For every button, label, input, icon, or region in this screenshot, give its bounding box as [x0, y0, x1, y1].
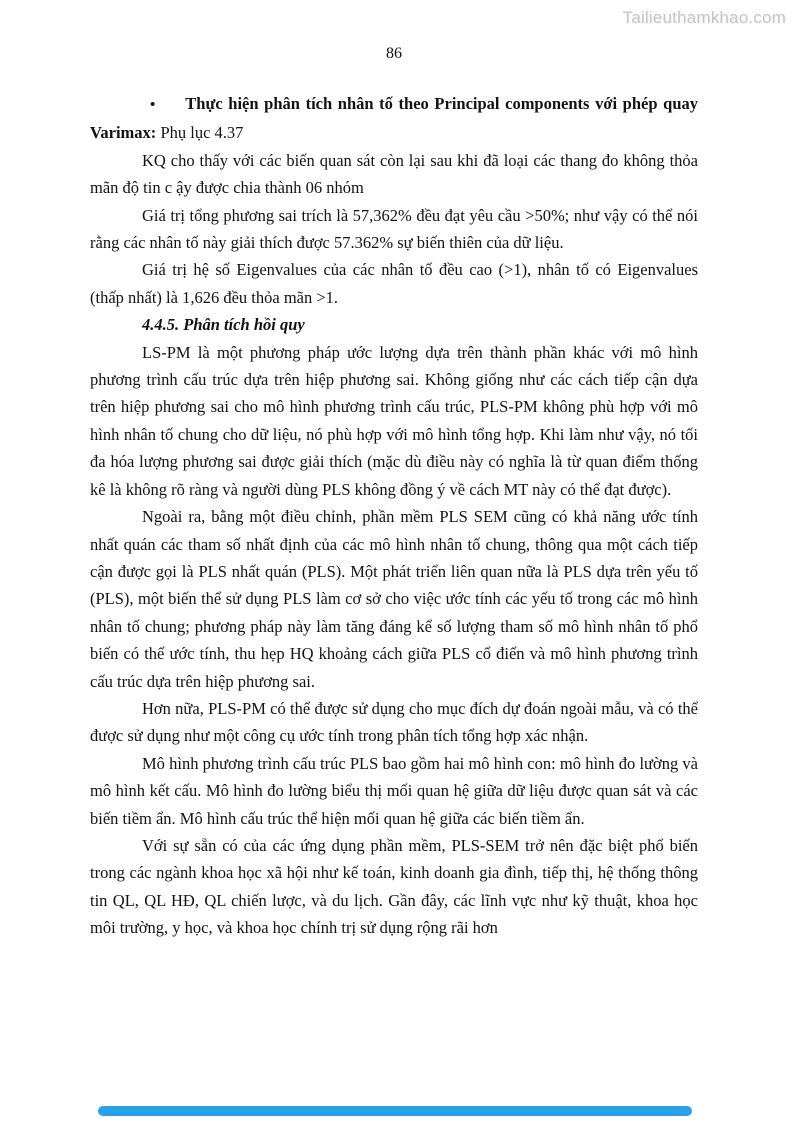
section-heading: 4.4.5. Phân tích hồi quy — [142, 315, 305, 335]
bullet-paragraph — [90, 90, 698, 147]
paragraph: KQ cho thấy với các biến quan sát còn lại sau khi đã loại các thang đo không thỏa mãn độ tin c ậy được chia thành 06 nhóm — [90, 150, 698, 198]
page-number: 86 — [386, 45, 402, 62]
paragraph: Với sự sẵn có của các ứng dụng phần mềm, PLS-SEM trở nên đặc biệt phổ biến trong các ngành khoa học xã hội như kế toán, kinh doanh gia đình, tiếp thị, hệ thống thông tin QL, QL HĐ, QL chiến lược, và du lịch. Gần đây, các lĩnh vực như kỹ thuật, khoa học môi trường, y học, và khoa học chính trị sử dụng rộng rãi hơn — [90, 835, 698, 938]
paragraph: Ngoài ra, bằng một điều chỉnh, phần mềm PLS SEM cũng có khả năng ước tính nhất quán các tham số nhất định của các mô hình nhân tố chung, thông qua một cách tiếp cận được gọi là PLS nhất quán (PLS). Một phát triển liên quan nữa là PLS dựa trên yếu tố (PLS), một biến thể sử dụng PLS làm cơ sở cho việc ước tính các yếu tố trong các mô hình nhân tố chung; phương pháp này làm tăng đáng kể số lượng tham số mô hình nhân tố phổ biến có thể ước tính, thu hẹp HQ khoảng cách giữa PLS cổ điển và mô hình phương trình cấu trúc dựa trên hiệp phương sai. — [90, 507, 698, 691]
paragraph: Giá trị tổng phương sai trích là 57,362% đều đạt yêu cầu >50%; như vậy có thể nói rằng các nhân tố này giải thích được 57.362% sự biến thiên của dữ liệu. — [90, 205, 698, 253]
horizontal-scrollbar[interactable] — [98, 1106, 692, 1116]
paragraph: Giá trị hệ số Eigenvalues của các nhân tố đều cao (>1), nhân tố có Eigenvalues (thấp nhất) là 1,626 đều thỏa mãn >1. — [90, 260, 698, 307]
bullet-regular-text: Phụ lục 4.37 — [156, 123, 244, 143]
paragraph: Mô hình phương trình cấu trúc PLS bao gồm hai mô hình con: mô hình đo lường và mô hình kết cấu. Mô hình đo lường biểu thị mối quan hệ giữa dữ liệu được quan sát và các biến tiềm ẩn. Mô hình cấu trúc thể hiện mối quan hệ giữa các biến tiềm ẩn. — [90, 753, 698, 828]
bullet-bold-text: Thực hiện phân tích nhân tố theo Principal components với phép quay Varimax: — [90, 94, 698, 143]
bullet-icon: • — [150, 97, 156, 113]
paragraph: Hơn nữa, PLS-PM có thể được sử dụng cho mục đích dự đoán ngoài mẫu, và có thể được sử dụng như một công cụ ước tính trong phân tích tổng hợp xác nhận. — [90, 698, 698, 746]
page-body — [90, 90, 698, 942]
paragraph: LS-PM là một phương pháp ước lượng dựa trên thành phần khác với mô hình phương trình cấu trúc dựa trên hiệp phương sai. Không giống như các cách tiếp cận dựa trên hiệp phương sai cho mô hình phương trình cấu trúc, PLS-PM không phù hợp với mô hình nhân tố chung cho dữ liệu, nó phù hợp với mô hình tổng hợp. Khi làm như vậy, nó tối đa hóa lượng phương sai được giải thích (mặc dù điều này có nghĩa là từ quan điểm thống kê là không rõ ràng và người dùng PLS không đồng ý về cách MT này có thể đạt được). — [90, 342, 698, 499]
site-watermark: Tailieuthamkhao.com — [622, 8, 786, 27]
